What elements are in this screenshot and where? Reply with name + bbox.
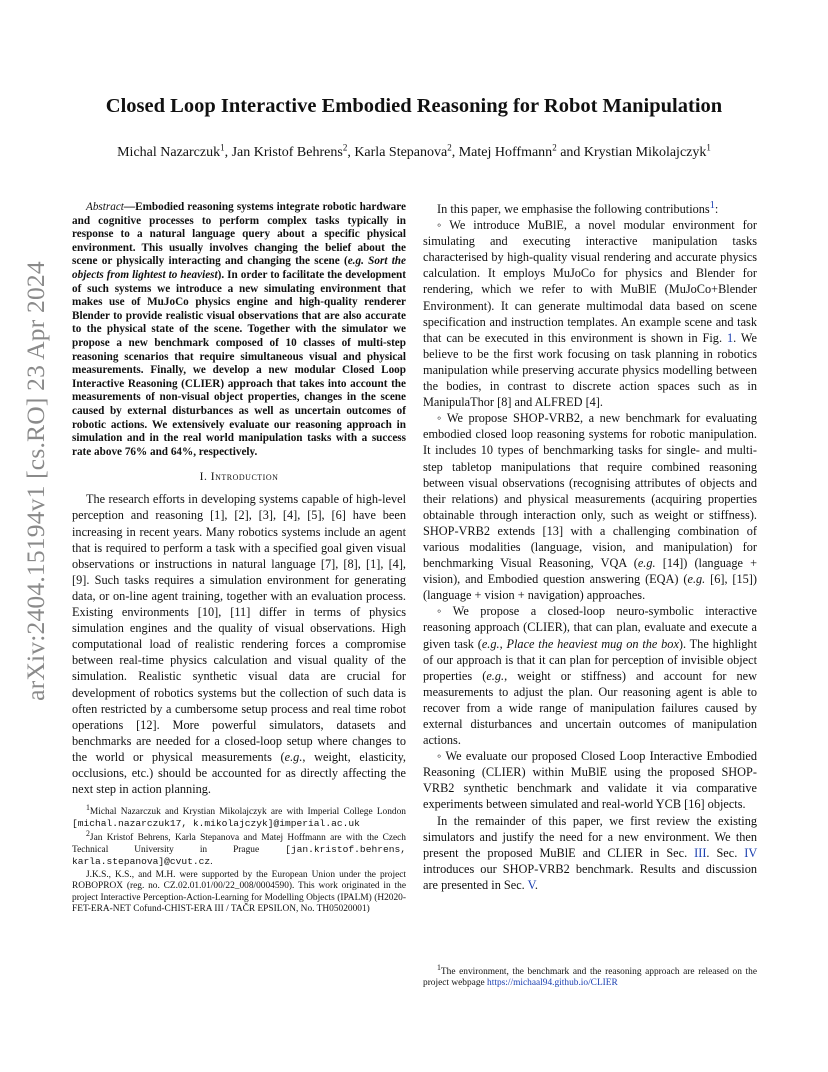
paper-title: Closed Loop Interactive Embodied Reasoning for Robot Manipulation xyxy=(105,95,723,117)
contribution-item: ◦ We propose SHOP-VRB2, a new benchmark for evaluating embodied closed loop reasoning systems for robotic manipulation. It includes 10 types of benchmarking tasks for single- and multi-step tabletop manipulations that require combined reasoning between visual observations (recognising attributes of objects and their relations) and physical measurements (acquiring properties obtainable through interaction only, such as weight or stiffness). SHOP-VRB2 extends [13] with a challenging combination of various modalities (language, vision, and manipulation) for benchmarking Visual Reasoning, VQA (e.g. [14]) (language + vision), and Embodied question answering (EQA) (e.g. [6], [15]) (language + vision + navigation) approaches. xyxy=(423,411,758,603)
author-list: Michal Nazarczuk$^1$, Jan Kristof Behrens$^2$, Karla Stepanova$^2$, Matej Hoffmann$^2$ and Krystian Mikolajczyk$^1$ xyxy=(117,142,711,160)
section-link[interactable]: V xyxy=(527,877,535,892)
bullet-icon: ◦ xyxy=(437,749,443,764)
remainder-paragraph: In the remainder of this paper, we first review the existing simulators and justify the need for a new environment. We then present the proposed MuBlE and CLIER in Sec. III. Sec. IV introduces our SHOP-VRB2 benchmark. Results and discussion are presented in Sec. V. xyxy=(423,813,757,892)
author-affiliation: 2 xyxy=(447,142,452,153)
footnote-1: $^1$Michal Nazarczuk and Krystian Mikolajczyk are with Imperial College London [michal.nazarczuk17, k.mikolajczyk]@imperial.ac.uk xyxy=(72,803,406,830)
arxiv-sidebar xyxy=(16,261,56,701)
figure-link[interactable]: 1 xyxy=(726,330,734,345)
footnote-2: $^2$Jan Kristof Behrens, Karla Stepanova and Matej Hoffmann are with the Czech Technical University in Prague [jan.kristof.behrens, karla.stepanova]@cvut.cz. xyxy=(72,828,406,867)
right-column xyxy=(423,201,757,893)
bullet-icon: ◦ xyxy=(437,218,447,233)
bullet-icon: ◦ xyxy=(437,411,444,426)
author-name: Krystian Mikolajczyk xyxy=(583,145,707,160)
footnotes-left xyxy=(72,803,406,915)
author-affiliation: 1 xyxy=(706,142,711,153)
project-webpage-link[interactable]: https://michaal94.github.io/CLIER xyxy=(487,978,618,989)
intro-paragraph: The research efforts in developing systems capable of high-level perception and reasoning [1], [2], [3], [4], [5], [6] have been increasing in recent years. Many robotics systems include an agent that is required to perform a task with a specified goal given visual observations or instructions in natural language [7], [8], [1], [4], [9]. Such tasks requires a simulation environment for generating data, or on-line agent training, together with an evaluation process. Existing environments [10], [11] differ in terms of physics simulation engines and the quality of visual observations. High computational load of realistic rendering forces a compromise between real-time physics calculation and visual quality of the simulation. Realistic synthetic visual data are crucial for development of robotics systems but the collection of such data is often restricted by a cumbersome setup process and real time robot operations [12]. More powerful simulators, datasets and benchmarks are needed for a closed-loop setup where changes to the world or physical measurements (e.g., weight, elasticity, occlusions, etc.) should be accounted for as directly affecting the next step in action planning. xyxy=(72,492,406,797)
footnote-right: $^1$The environment, the benchmark and the reasoning approach are released on the project webpage https://michaal94.github.io/CLIER xyxy=(423,962,757,989)
author-name: Karla Stepanova xyxy=(354,145,448,160)
contribution-item: ◦ We propose a closed-loop neuro-symbolic interactive reasoning approach (CLIER), that can plan, evaluate and execute a given task (e.g., Place the heaviest mug on the box). The highlight of our approach is that it can plan for perception of invisible object properties (e.g., weight or stiffness) and account for new measurements to adjust the plan. Our reasoning agent is able to recover from a wide range of manipulation failures caused by external disturbances and uncertain outcomes of manipulation actions. xyxy=(423,604,758,748)
email-address: [jan.kristof.behrens, karla.stepanova]@cvut.cz xyxy=(72,843,406,867)
contributions-intro: In this paper, we emphasise the following contributions$^1$: xyxy=(437,199,719,216)
author-affiliation: 1 xyxy=(220,142,225,153)
left-column xyxy=(72,201,406,917)
footnote-link[interactable]: 1 xyxy=(709,199,715,211)
section-heading-introduction: I. Introduction xyxy=(199,470,279,484)
author-name: Matej Hoffmann xyxy=(458,145,553,160)
footnote-funding: J.K.S., K.S., and M.H. were supported by the European Union under the project ROBOPROX (reg. no. CZ.02.01.01/00/22_008/0004590). This work originated in the project Interactive Perception-Action-Learning for Modelling Objects (IPALM) (H2020-FET-ERA-NET Cofund-CHIST-ERA III / TAČR EPSILON, No. TH05020001) xyxy=(72,870,406,914)
bullet-icon: ◦ xyxy=(437,604,450,619)
abstract: Abstract—Embodied reasoning systems integrate robotic hardware and cognitive processes to perform complex tasks typically in response to a natural language query about a specific physical environment. This usually involves changing the belief about the scene or physically interacting and changing the scene (e.g. Sort the objects from lightest to heaviest). In order to facilitate the development of such systems we introduce a new simulating environment that makes use of MuJoCo physics engine and high-quality renderer Blender to provide realistic visual observations that are also accurate to the physical state of the scene. Together with the simulator we propose a new benchmark composed of 10 classes of multi-step reasoning scenarios that require simultaneous visual and physical measurements. Finally, we develop a new modular Closed Loop Interactive Reasoning (CLIER) approach that takes into account the measurements of non-visual object properties, changes in the scene caused by external disturbances as well as uncertain outcomes of robotic actions. We extensively evaluate our reasoning approach in simulation and in the real world manipulation tasks with a success rate above 76% and 64%, respectively. xyxy=(72,201,406,458)
author-affiliation: 2 xyxy=(342,142,348,153)
contribution-item: ◦ We evaluate our proposed Closed Loop Interactive Embodied Reasoning (CLIER) within MuBlE using the proposed SHOP-VRB2 synthetic benchmark and validate it via comparative experiments between simulated and real-world YCB [16] objects. xyxy=(423,749,757,812)
section-link[interactable]: IV xyxy=(744,845,757,860)
email-address: [michal.nazarczuk17, k.mikolajczyk]@imperial.ac.uk xyxy=(72,818,360,830)
abstract-label: Abstract xyxy=(86,201,124,213)
author-name: Jan Kristof Behrens xyxy=(231,145,343,160)
section-link[interactable]: III xyxy=(694,845,707,860)
contribution-item: ◦ We introduce MuBlE, a novel modular environment for simulating and executing interactive manipulation tasks characterised by high-quality visual rendering and accurate physics calculation. It employs MuJoCo for physics and Blender for rendering, which we refer to with MuBlE (MuJoCo+Blender Environment). It can generate multimodal data based on scene specification and instruction templates. An example scene and task that can be executed in this environment is shown in Fig. 1. We believe to be the first work focusing on task planning in robotics manipulation while preserving accurate physics modelling between the bodies, in contrast to discrete action spaces such as in ManipulaThor [8] and ALFRED [4]. xyxy=(423,218,757,410)
arxiv-identifier: arXiv:2404.15194v1 [cs.RO] 23 Apr 2024 xyxy=(21,261,50,701)
author-name: Michal Nazarczuk xyxy=(117,145,221,160)
author-affiliation: 2 xyxy=(552,142,557,153)
